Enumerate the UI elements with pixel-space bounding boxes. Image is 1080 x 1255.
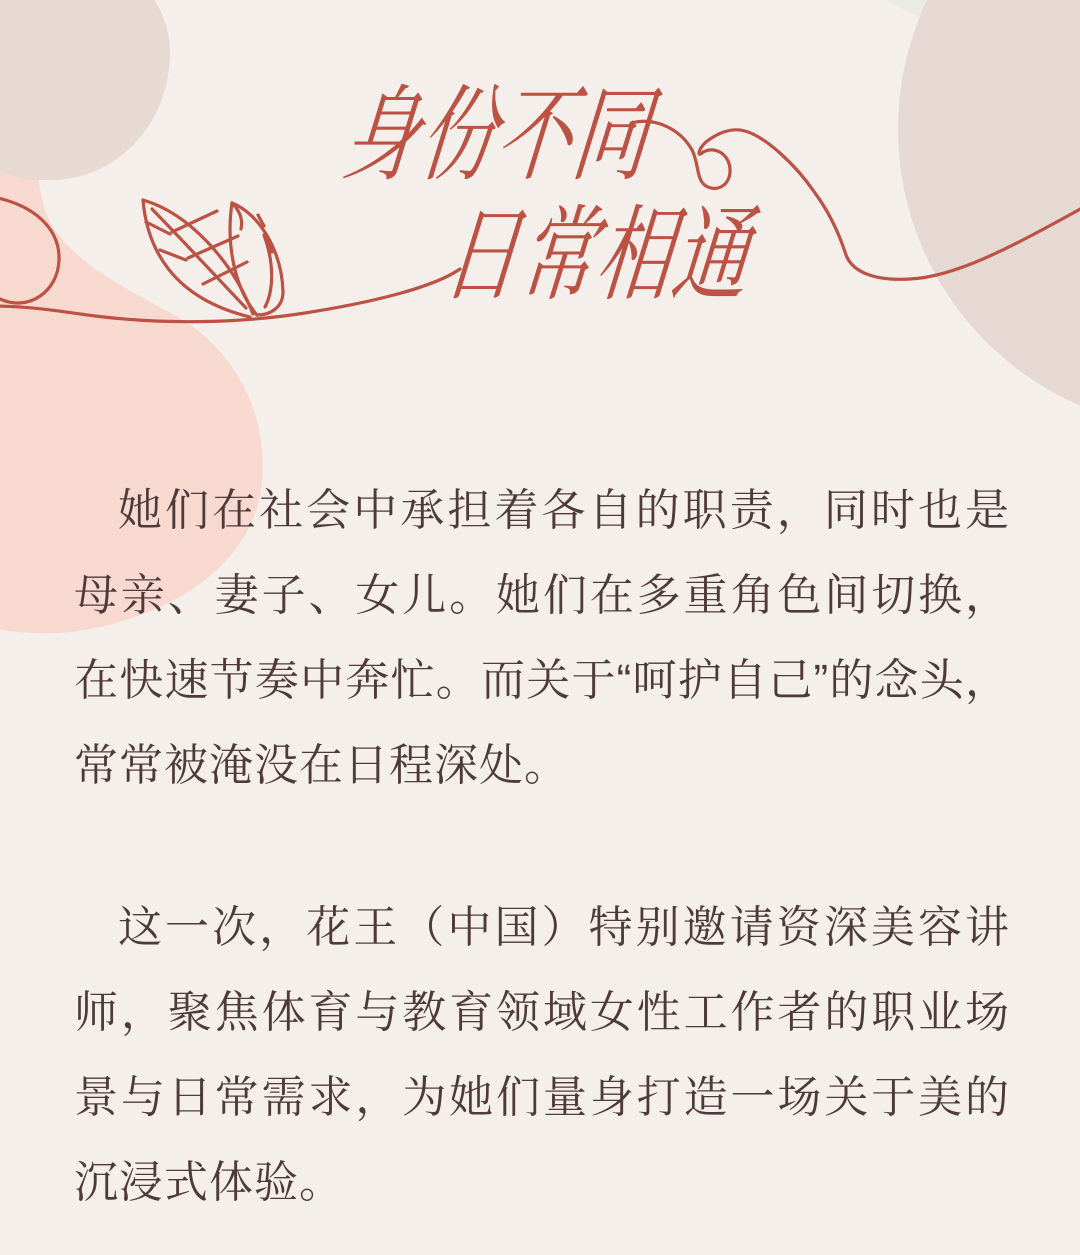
article-body [74, 468, 1010, 1225]
page-title-line-2: 日常相通 [437, 199, 758, 314]
article-paragraph: 这一次，花王（中国）特别邀请资深美容讲师，聚焦体育与教育领域女性工作者的职业场景与日常需求，为她们量身打造一场关于美的沉浸式体验。 [74, 903, 1010, 1207]
page-title-line-1: 身份不同 [337, 79, 658, 194]
beige-circle-top-right [898, 0, 1080, 430]
article-paragraph: 她们在社会中承担着各自的职责，同时也是母亲、妻子、女儿。她们在多重角色间切换，在快速节奏中奔忙。而关于“呵护自己”的念头，常常被淹没在日程深处。 [74, 486, 1010, 790]
